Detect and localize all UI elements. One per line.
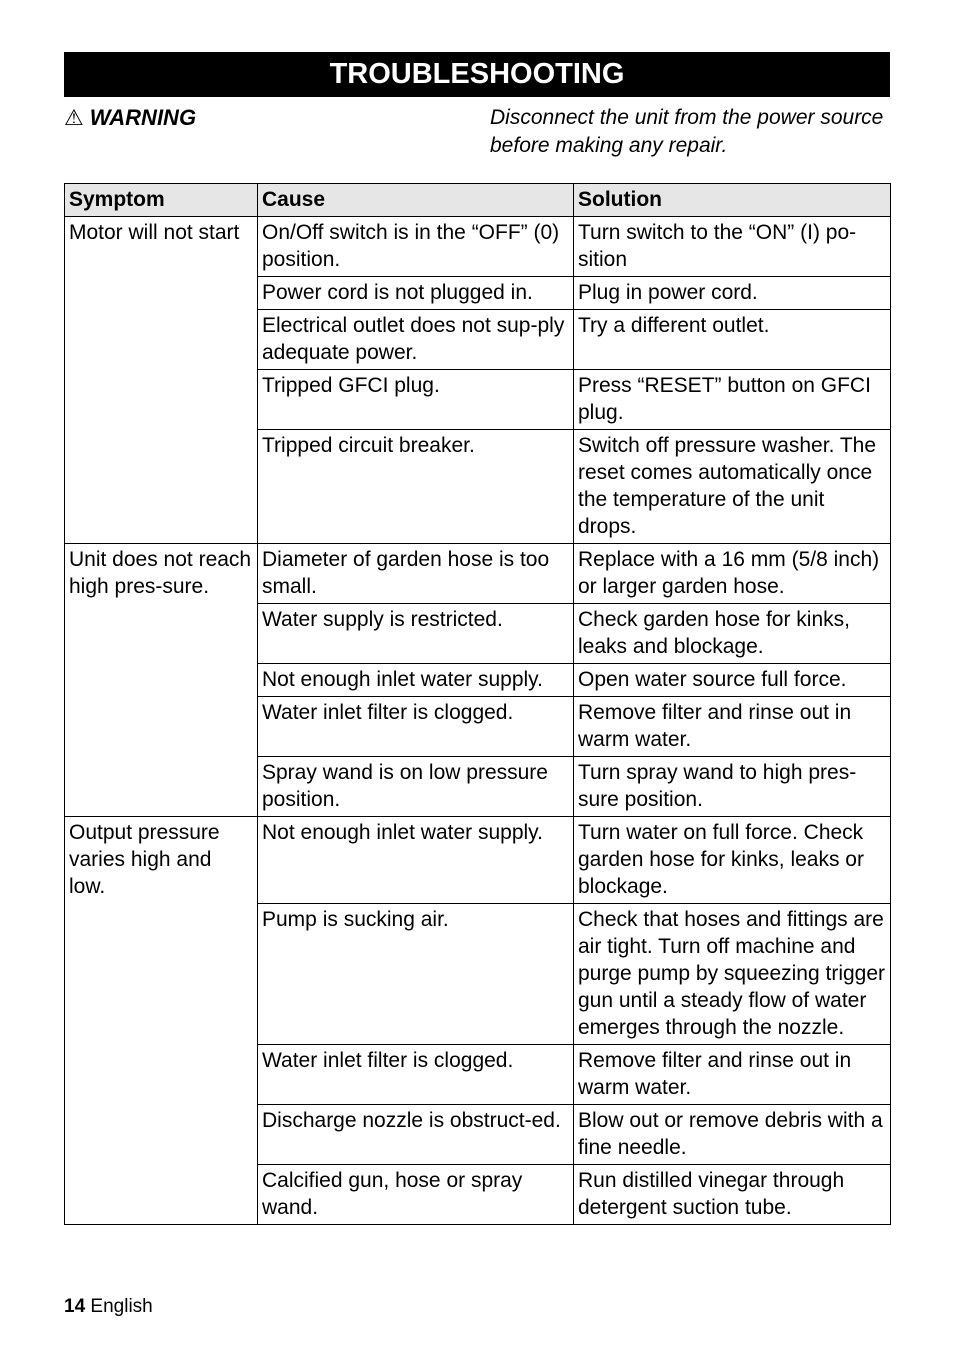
- cause-cell: Water inlet filter is clogged.: [258, 1045, 574, 1105]
- column-header-symptom: Symptom: [65, 184, 258, 217]
- cause-cell: Electrical outlet does not sup-ply adequate power.: [258, 310, 574, 370]
- footer-language: English: [90, 1296, 153, 1317]
- cause-cell: Not enough inlet water supply.: [258, 664, 574, 697]
- cause-cell: Pump is sucking air.: [258, 904, 574, 1045]
- cause-cell: Water inlet filter is clogged.: [258, 697, 574, 757]
- page-title: TROUBLESHOOTING: [64, 52, 890, 97]
- cause-cell: Tripped circuit breaker.: [258, 430, 574, 544]
- solution-cell: Check that hoses and fittings are air tight. Turn off machine and purge pump by squeezing trigger gun until a steady flow of water emerges through the nozzle.: [574, 904, 891, 1045]
- solution-cell: Turn switch to the “ON” (I) po-sition: [574, 217, 891, 277]
- page-number: 14: [64, 1296, 86, 1317]
- solution-cell: Remove filter and rinse out in warm water.: [574, 1045, 891, 1105]
- solution-cell: Blow out or remove debris with a fine needle.: [574, 1105, 891, 1165]
- cause-cell: Water supply is restricted.: [258, 604, 574, 664]
- column-header-cause: Cause: [258, 184, 574, 217]
- troubleshooting-table: [64, 183, 891, 1225]
- page-footer: [64, 1296, 153, 1318]
- solution-cell: Check garden hose for kinks, leaks and blockage.: [574, 604, 891, 664]
- cause-cell: Diameter of garden hose is too small.: [258, 544, 574, 604]
- cause-cell: Spray wand is on low pressure position.: [258, 757, 574, 817]
- solution-cell: Plug in power cord.: [574, 277, 891, 310]
- cause-cell: Tripped GFCI plug.: [258, 370, 574, 430]
- solution-cell: Run distilled vinegar through detergent suction tube.: [574, 1165, 891, 1225]
- solution-cell: Open water source full force.: [574, 664, 891, 697]
- solution-cell: Switch off pressure washer. The reset comes automatically once the temperature of the unit drops.: [574, 430, 891, 544]
- warning-label-text: WARNING: [89, 105, 197, 130]
- solution-cell: Turn spray wand to high pres-sure position.: [574, 757, 891, 817]
- symptom-cell: Motor will not start: [65, 217, 258, 544]
- cause-cell: Power cord is not plugged in.: [258, 277, 574, 310]
- warning-triangle-icon: ⚠: [64, 105, 84, 130]
- warning-label: [64, 104, 196, 132]
- symptom-cell: Unit does not reach high pres-sure.: [65, 544, 258, 817]
- cause-cell: On/Off switch is in the “OFF” (0) position.: [258, 217, 574, 277]
- cause-cell: Discharge nozzle is obstruct-ed.: [258, 1105, 574, 1165]
- warning-text: Disconnect the unit from the power source before making any repair.: [490, 106, 884, 157]
- solution-cell: Try a different outlet.: [574, 310, 891, 370]
- solution-cell: Replace with a 16 mm (5/8 inch) or larger garden hose.: [574, 544, 891, 604]
- column-header-solution: Solution: [574, 184, 891, 217]
- cause-cell: Calcified gun, hose or spray wand.: [258, 1165, 574, 1225]
- solution-cell: Remove filter and rinse out in warm water.: [574, 697, 891, 757]
- symptom-cell: Output pressure varies high and low.: [65, 817, 258, 1225]
- table-row: [65, 544, 891, 604]
- table-row: [65, 817, 891, 904]
- table-header-row: [65, 184, 891, 217]
- cause-cell: Not enough inlet water supply.: [258, 817, 574, 904]
- table-row: [65, 217, 891, 277]
- solution-cell: Turn water on full force. Check garden hose for kinks, leaks or blockage.: [574, 817, 891, 904]
- solution-cell: Press “RESET” button on GFCI plug.: [574, 370, 891, 430]
